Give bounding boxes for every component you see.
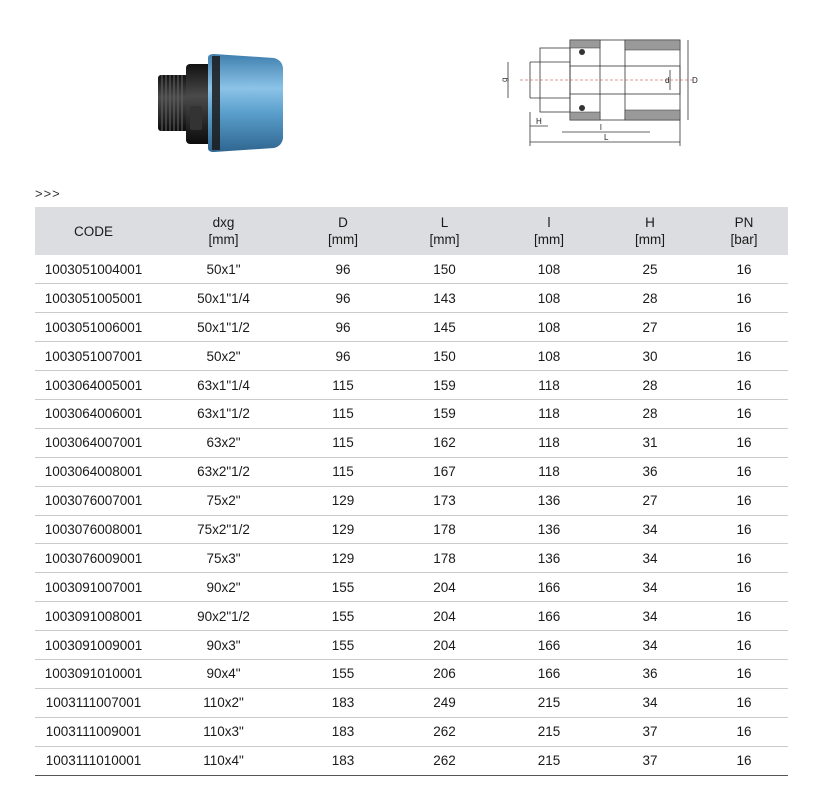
dim-label-d: d [665, 76, 670, 85]
table-row [35, 746, 788, 775]
table-row [35, 659, 788, 688]
cell-d-outer: 115 [332, 377, 354, 393]
column-header-label: D [338, 215, 348, 230]
cell-height: 34 [642, 521, 658, 537]
cell-height: 27 [642, 493, 658, 509]
product-table [35, 207, 788, 776]
cell-pressure: 16 [736, 406, 752, 422]
cell-code: 1003091010001 [44, 666, 143, 682]
cell-pressure: 16 [736, 348, 752, 364]
column-header-unit: [mm] [208, 232, 239, 247]
cell-length-total: 159 [433, 377, 456, 393]
cell-code: 1003051007001 [44, 348, 143, 364]
cell-code: 1003076007001 [44, 493, 143, 509]
cell-code: 1003111007001 [45, 695, 142, 711]
cell-length-inner: 166 [537, 666, 561, 682]
table-row [35, 284, 788, 313]
cell-dxg: 110x3" [203, 724, 244, 740]
cell-dxg: 110x2" [203, 695, 244, 711]
table-header [35, 207, 788, 255]
cell-code: 1003091008001 [44, 608, 143, 624]
cell-pressure: 16 [736, 261, 752, 277]
product-photo [150, 50, 300, 160]
table-row [35, 544, 788, 573]
cell-dxg: 75x3" [206, 550, 241, 566]
cell-length-total: 204 [433, 608, 456, 624]
cell-height: 28 [642, 406, 658, 422]
cell-dxg: 50x1" [206, 261, 241, 277]
table-row [35, 313, 788, 342]
cell-code: 1003064007001 [44, 435, 143, 451]
cell-dxg: 90x2" [206, 579, 241, 595]
cell-code: 1003076009001 [44, 550, 143, 566]
cell-d-outer: 183 [331, 695, 355, 711]
cell-length-inner: 118 [538, 435, 560, 451]
cell-dxg: 75x2" [206, 493, 241, 509]
table-row [35, 515, 788, 544]
column-header-code [35, 207, 152, 255]
cell-length-total: 150 [433, 348, 456, 364]
cell-pressure: 16 [736, 637, 752, 653]
cell-length-inner: 166 [537, 579, 561, 595]
cell-d-outer: 96 [335, 319, 351, 335]
cell-height: 34 [642, 637, 658, 653]
column-header-label: l [547, 215, 551, 230]
cell-height: 34 [642, 579, 658, 595]
cell-d-outer: 183 [331, 753, 355, 769]
cell-height: 30 [642, 348, 658, 364]
column-header-label: L [440, 215, 449, 230]
cell-dxg: 50x1"1/4 [197, 290, 250, 306]
table-row [35, 631, 788, 660]
cell-pressure: 16 [736, 319, 752, 335]
cell-length-inner: 136 [537, 550, 561, 566]
cell-code: 1003051004001 [44, 261, 143, 277]
cell-length-inner: 118 [538, 377, 560, 393]
cell-code: 1003091007001 [44, 579, 143, 595]
cell-length-total: 262 [433, 753, 456, 769]
cell-length-total: 262 [433, 724, 456, 740]
dim-label-D: D [692, 76, 698, 85]
cell-length-inner: 215 [537, 724, 561, 740]
cell-code: 1003051005001 [44, 290, 143, 306]
cell-code: 1003064006001 [44, 406, 143, 422]
cell-d-outer: 115 [332, 464, 354, 480]
table-row [35, 457, 788, 486]
cell-length-inner: 136 [537, 521, 561, 537]
cell-dxg: 63x1"1/2 [197, 406, 250, 422]
cell-code: 1003064005001 [44, 377, 143, 393]
cell-dxg: 90x2"1/2 [197, 608, 250, 624]
cell-pressure: 16 [736, 464, 752, 480]
cell-pressure: 16 [736, 377, 752, 393]
cell-height: 34 [642, 695, 658, 711]
cell-d-outer: 155 [331, 579, 355, 595]
cell-length-inner: 118 [538, 464, 560, 480]
table-row [35, 602, 788, 631]
cell-length-total: 173 [433, 493, 456, 509]
dim-label-g: g [500, 77, 509, 82]
column-header-unit: [mm] [328, 232, 358, 247]
cell-length-total: 178 [433, 521, 456, 537]
column-header-length-inner [498, 207, 600, 255]
cell-pressure: 16 [736, 290, 752, 306]
cell-d-outer: 155 [331, 637, 355, 653]
cell-dxg: 50x2" [206, 348, 241, 364]
cell-d-outer: 129 [331, 521, 355, 537]
cell-height: 36 [642, 666, 658, 682]
cell-d-outer: 183 [331, 724, 355, 740]
cell-height: 31 [642, 435, 658, 451]
cell-code: 1003111010001 [45, 753, 142, 769]
cell-height: 28 [642, 377, 658, 393]
cell-length-inner: 108 [537, 290, 561, 306]
cell-height: 37 [642, 724, 658, 740]
technical-drawing [500, 30, 705, 150]
cell-dxg: 90x3" [206, 637, 241, 653]
cell-code: 1003051006001 [44, 319, 143, 335]
cell-length-total: 206 [433, 666, 456, 682]
cell-length-inner: 108 [537, 319, 561, 335]
cell-d-outer: 96 [335, 290, 351, 306]
cell-d-outer: 129 [331, 493, 355, 509]
dim-label-l: l [600, 123, 602, 132]
cell-length-total: 204 [433, 637, 456, 653]
cell-d-outer: 115 [332, 435, 354, 451]
dim-label-H: H [536, 117, 542, 126]
cell-length-total: 145 [433, 319, 456, 335]
cell-d-outer: 115 [332, 406, 354, 422]
cell-length-inner: 215 [537, 753, 561, 769]
cell-code: 1003091009001 [44, 637, 143, 653]
cell-dxg: 63x2" [206, 435, 241, 451]
cell-height: 34 [642, 550, 658, 566]
cell-dxg: 50x1"1/2 [197, 319, 250, 335]
cell-length-total: 143 [433, 290, 456, 306]
table-row [35, 371, 788, 400]
cell-d-outer: 129 [331, 550, 355, 566]
cell-length-inner: 166 [537, 608, 561, 624]
dim-label-L: L [604, 133, 609, 142]
cell-pressure: 16 [736, 695, 752, 711]
cell-code: 1003076008001 [44, 521, 143, 537]
cell-dxg: 110x4" [203, 753, 244, 769]
cell-pressure: 16 [736, 435, 752, 451]
column-header-pressure [700, 207, 788, 255]
table-row [35, 255, 788, 284]
cell-length-total: 159 [433, 406, 456, 422]
column-header-length-total [391, 207, 498, 255]
cell-pressure: 16 [736, 521, 752, 537]
cell-height: 37 [642, 753, 658, 769]
cell-dxg: 75x2"1/2 [197, 521, 250, 537]
column-header-unit: [mm] [429, 232, 460, 247]
table-row [35, 399, 788, 428]
cell-length-total: 150 [433, 261, 456, 277]
table-row [35, 573, 788, 602]
cell-pressure: 16 [736, 724, 752, 740]
cell-height: 27 [642, 319, 658, 335]
column-header-label: CODE [73, 223, 113, 239]
column-header-label: PN [734, 215, 754, 230]
table-row [35, 428, 788, 457]
cell-height: 36 [642, 464, 658, 480]
cell-d-outer: 155 [331, 666, 355, 682]
cell-height: 28 [642, 290, 658, 306]
cell-height: 25 [642, 261, 658, 277]
cell-pressure: 16 [736, 666, 752, 682]
column-header-label: dxg [212, 215, 235, 230]
cell-dxg: 63x1"1/4 [197, 377, 250, 393]
cell-length-total: 178 [433, 550, 456, 566]
column-header-d-outer [295, 207, 391, 255]
column-header-unit: [mm] [635, 232, 665, 247]
cell-length-inner: 215 [537, 695, 561, 711]
cell-pressure: 16 [736, 608, 752, 624]
table-row [35, 486, 788, 515]
cell-length-total: 249 [433, 695, 456, 711]
table-row [35, 717, 788, 746]
cell-height: 34 [642, 608, 658, 624]
cell-dxg: 63x2"1/2 [197, 464, 250, 480]
table-row [35, 342, 788, 371]
cell-d-outer: 96 [335, 348, 351, 364]
table-row [35, 688, 788, 717]
cell-code: 1003064008001 [44, 464, 143, 480]
cell-length-inner: 108 [537, 261, 561, 277]
cell-length-total: 204 [433, 579, 456, 595]
cell-pressure: 16 [736, 493, 752, 509]
column-header-height [600, 207, 700, 255]
column-header-unit: [bar] [730, 232, 758, 247]
cell-length-inner: 136 [537, 493, 561, 509]
column-header-label: H [645, 215, 655, 230]
column-header-dxg [152, 207, 295, 255]
table-body [35, 255, 788, 775]
cell-pressure: 16 [736, 753, 752, 769]
cell-length-total: 162 [433, 435, 456, 451]
cell-length-inner: 118 [538, 406, 560, 422]
cell-pressure: 16 [736, 579, 752, 595]
section-marker: >>> [35, 186, 61, 201]
cell-length-inner: 108 [537, 348, 561, 364]
cell-code: 1003111009001 [45, 724, 142, 740]
cell-d-outer: 96 [335, 261, 351, 277]
cell-length-inner: 166 [537, 637, 561, 653]
cell-length-total: 167 [433, 464, 456, 480]
column-header-unit: [mm] [534, 232, 564, 247]
cell-dxg: 90x4" [206, 666, 241, 682]
cell-d-outer: 155 [331, 608, 355, 624]
cell-pressure: 16 [736, 550, 752, 566]
